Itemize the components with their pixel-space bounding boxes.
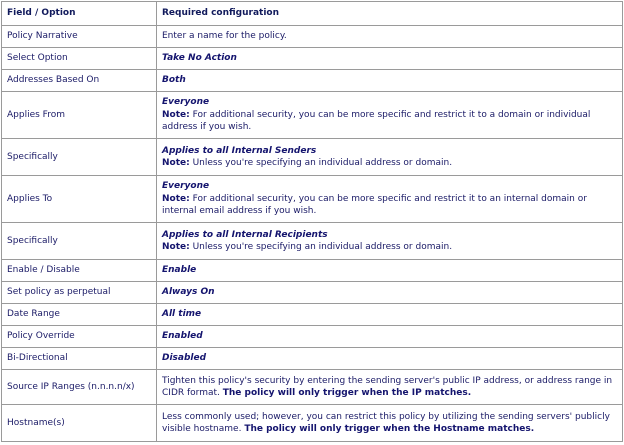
table-row (2, 223, 623, 260)
row-field: Applies From (2, 92, 157, 139)
row-value: Disabled (157, 348, 623, 370)
row-field: Addresses Based On (2, 70, 157, 92)
row-value: All time (157, 304, 623, 326)
row-field: Date Range (2, 304, 157, 326)
row-field: Policy Narrative (2, 26, 157, 48)
note-text: For additional security, you can be more specific and restrict it to a domain or individual address if you wish. (162, 109, 591, 133)
table-row (2, 282, 623, 304)
row-field: Applies To (2, 176, 157, 223)
table-row (2, 92, 623, 139)
row-value: Always On (157, 282, 623, 304)
row-field: Specifically (2, 139, 157, 176)
note-text: Unless you're specifying an individual address or domain. (189, 158, 453, 168)
row-value-cell (157, 370, 623, 405)
table-row (2, 26, 623, 48)
row-value: Enter a name for the policy. (157, 26, 623, 48)
table-row (2, 304, 623, 326)
table-row (2, 70, 623, 92)
note-text: For additional security, you can be more specific and restrict it to an internal domain or internal email address if you wish. (162, 193, 587, 217)
row-field: Policy Override (2, 326, 157, 348)
row-value: Everyone (162, 97, 210, 108)
row-value: Applies to all Internal Recipients (162, 229, 328, 240)
row-field: Source IP Ranges (n.n.n.n/x) (2, 370, 157, 405)
row-text: Tighten this policy's security by entering the sending server's public IP address, or address range in CIDR format. (162, 375, 613, 398)
table-row (2, 370, 623, 405)
note-text: Unless you're specifying an individual address or domain. (189, 242, 453, 252)
table-row (2, 348, 623, 370)
note-label: Note: (162, 109, 190, 120)
note-label: Note: (162, 158, 190, 168)
row-value: Enable (157, 260, 623, 282)
table-row (2, 405, 623, 442)
table-row (2, 48, 623, 70)
row-text: Less commonly used; however, you can restrict this policy by utilizing the sending servers' publicly visible hostname. (162, 411, 610, 434)
row-value: Everyone (162, 181, 210, 192)
row-value: Both (157, 70, 623, 92)
row-value-cell (157, 92, 623, 139)
config-table-container (1, 1, 622, 442)
row-value: Take No Action (157, 48, 623, 70)
row-field: Bi-Directional (2, 348, 157, 370)
row-strong-text: The policy will only trigger when the Hostname matches. (244, 424, 535, 434)
note-label: Note: (162, 193, 190, 204)
table-header-row (2, 2, 623, 26)
row-field: Set policy as perpetual (2, 282, 157, 304)
row-field: Select Option (2, 48, 157, 70)
row-value-cell (157, 176, 623, 223)
header-field-option: Field / Option (2, 2, 157, 26)
table-row (2, 176, 623, 223)
row-field: Specifically (2, 223, 157, 260)
row-value-cell (157, 405, 623, 442)
row-value: Applies to all Internal Senders (162, 145, 317, 156)
table-row (2, 139, 623, 176)
row-strong-text: The policy will only trigger when the IP matches. (222, 388, 472, 398)
row-value: Enabled (157, 326, 623, 348)
header-required-configuration: Required configuration (157, 2, 623, 26)
note-label: Note: (162, 242, 190, 252)
row-value-cell (157, 223, 623, 260)
row-value-cell (157, 139, 623, 176)
table-row (2, 326, 623, 348)
row-field: Enable / Disable (2, 260, 157, 282)
config-table (1, 1, 623, 442)
table-row (2, 260, 623, 282)
row-field: Hostname(s) (2, 405, 157, 442)
